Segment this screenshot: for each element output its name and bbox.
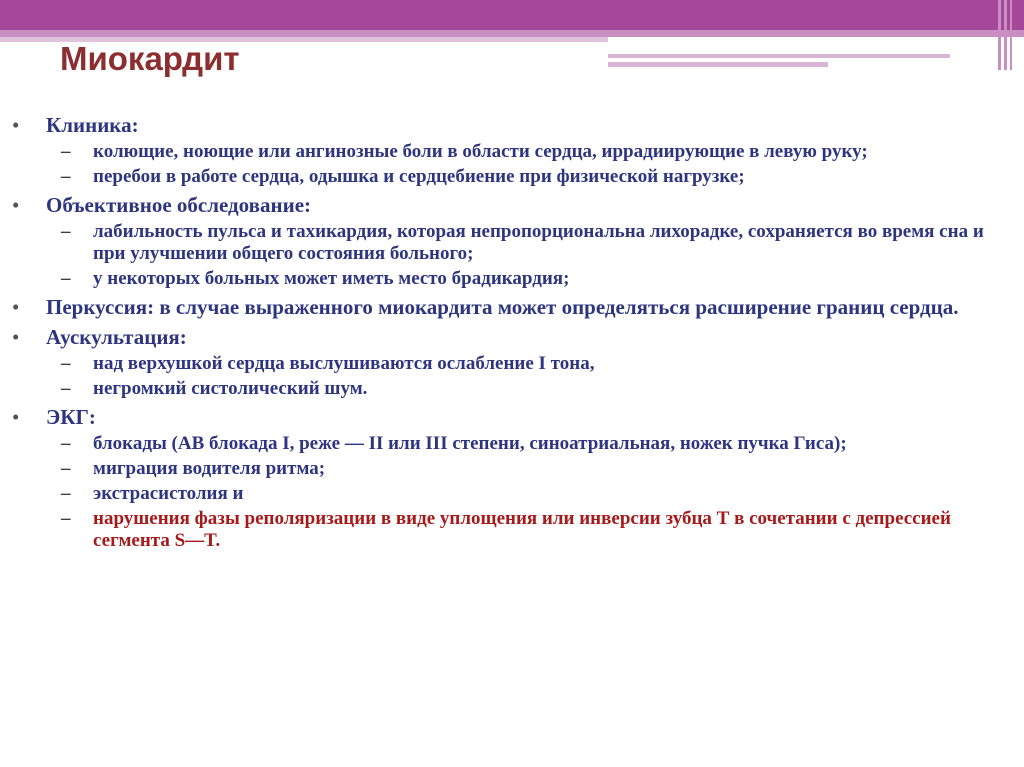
deco-vline: [1010, 0, 1012, 70]
sub-item-text: лабильность пульса и тахикардия, которая непропорциональна лихорадке, сохраняется во время сна и при улучшении общего состояния больного;: [93, 221, 984, 264]
bullet: •: [12, 325, 20, 349]
dash: –: [61, 378, 71, 399]
bullet: •: [12, 193, 20, 217]
list-item: [0, 405, 1024, 430]
sub-item-text: нарушения фазы реполяризации в виде уплощения или инверсии зубца Т в сочетании с депрессией сегмента S—T.: [93, 508, 951, 551]
sub-item-highlighted: [0, 508, 1024, 552]
dash: –: [61, 221, 71, 242]
sub-item: [0, 433, 1024, 455]
sub-item-text: блокады (АВ блокада I, реже — II или III степени, синоатриальная, ножек пучка Гиса);: [93, 433, 847, 454]
list-item: [0, 295, 1024, 320]
dash: –: [61, 141, 71, 162]
sub-item: [0, 378, 1024, 400]
sub-item-text: над верхушкой сердца выслушиваются ослабление I тона,: [93, 353, 595, 374]
item-label: Аускультация:: [46, 325, 187, 349]
sub-item: [0, 268, 1024, 290]
dash: –: [61, 508, 71, 529]
list-item: [0, 325, 1024, 350]
deco-line: [608, 54, 950, 58]
bullet: •: [12, 295, 20, 319]
bullet: •: [12, 113, 20, 137]
sub-item: [0, 166, 1024, 188]
sub-item-text: экстрасистолия и: [93, 483, 244, 504]
list-item: [0, 113, 1024, 138]
item-text: в случае выраженного миокардита может определяться расширение границ сердца.: [154, 295, 959, 319]
slide-content: [0, 108, 1024, 552]
dash: –: [61, 458, 71, 479]
sub-item: [0, 141, 1024, 163]
list-item: [0, 193, 1024, 218]
sub-item-text: перебои в работе сердца, одышка и сердцебиение при физической нагрузке;: [93, 166, 745, 187]
deco-line: [608, 62, 828, 67]
sub-item: [0, 221, 1024, 265]
dash: –: [61, 268, 71, 289]
sub-item-text: миграция водителя ритма;: [93, 458, 326, 479]
deco-vline: [1004, 0, 1007, 70]
sub-item: [0, 483, 1024, 505]
header-bar: [0, 0, 1024, 30]
deco-vline: [998, 0, 1001, 70]
dash: –: [61, 166, 71, 187]
bullet: •: [12, 405, 20, 429]
header-stripe: [0, 30, 1024, 37]
sub-item-text: у некоторых больных может иметь место брадикардия;: [93, 268, 570, 289]
sub-item-text: колющие, ноющие или ангинозные боли в области сердца, иррадиирующие в левую руку;: [93, 141, 868, 162]
item-label: Перкуссия:: [46, 295, 155, 319]
sub-item: [0, 353, 1024, 375]
slide-title: Миокардит: [60, 40, 240, 77]
item-label: Объективное обследование:: [46, 193, 312, 217]
dash: –: [61, 353, 71, 374]
item-label: Клиника:: [46, 113, 139, 137]
dash: –: [61, 483, 71, 504]
sub-item-text: негромкий систолический шум.: [93, 378, 368, 399]
sub-item: [0, 458, 1024, 480]
item-label: ЭКГ:: [46, 405, 96, 429]
dash: –: [61, 433, 71, 454]
